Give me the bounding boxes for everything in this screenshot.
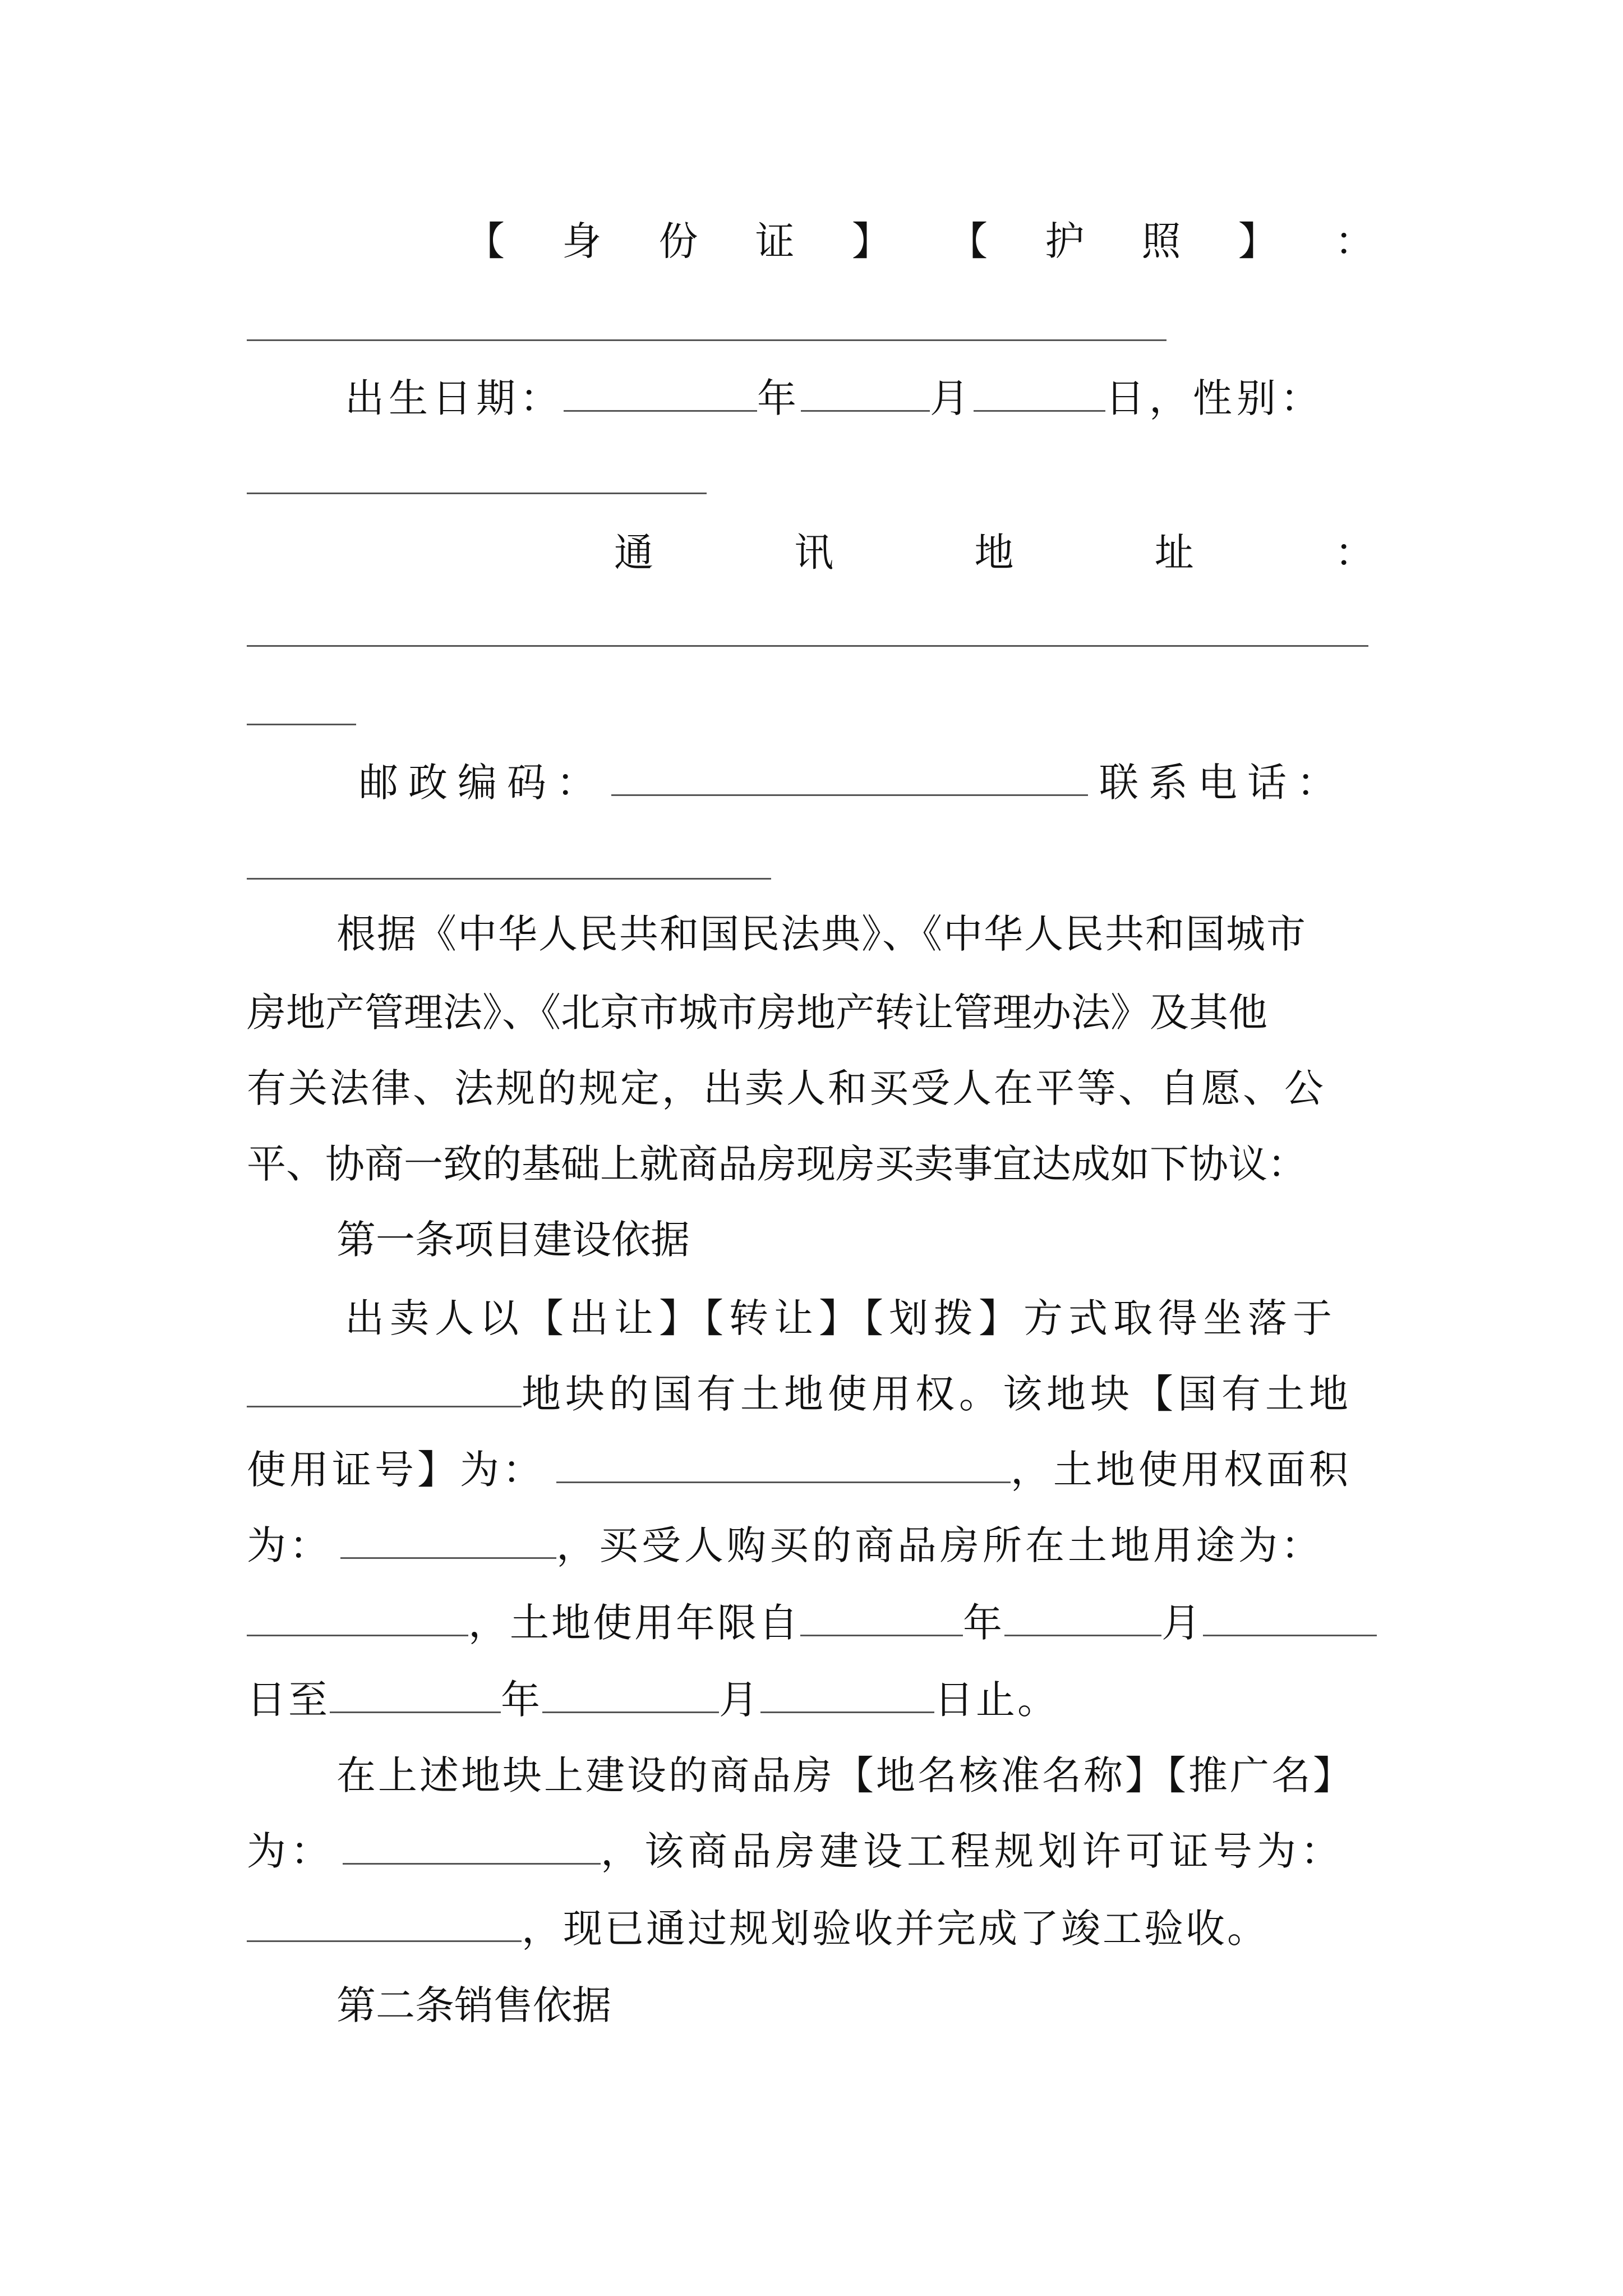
id-char: 份 [658, 218, 698, 264]
address-char: 址 [1154, 530, 1194, 576]
address-blank-1[interactable] [247, 645, 1368, 647]
id-number-blank[interactable] [247, 339, 1166, 341]
land-line-5 [247, 1598, 1391, 1648]
land-location-blank[interactable] [247, 1372, 522, 1407]
address-char: 讯 [794, 530, 834, 576]
land-line-6-month: 月 [719, 1677, 760, 1723]
id-char: 【 [948, 218, 988, 264]
land-line-4-head: 为： [247, 1522, 332, 1568]
id-char: 【 [465, 218, 505, 264]
postal-label: 邮政编码： [359, 760, 606, 806]
land-line-6-tail: 日止。 [934, 1677, 1059, 1723]
land-area-blank[interactable] [340, 1524, 556, 1559]
land-start-year-blank[interactable] [800, 1601, 963, 1636]
land-line-1: 出卖人以【出让】【转让】【划拨】方式取得坐落于 [345, 1295, 1338, 1341]
land-line-6 [247, 1674, 1391, 1725]
birth-label: 出生日期： [345, 375, 564, 421]
id-char: 身 [562, 218, 602, 264]
article1-title: 第一条项目建设依据 [336, 1217, 690, 1263]
birth-day-blank[interactable] [974, 376, 1105, 412]
land-use-blank[interactable] [247, 1601, 468, 1636]
building-line-3-tail: ，现已通过规划验收并完成了竣工验收。 [522, 1906, 1269, 1952]
address-char: 地 [974, 530, 1014, 576]
land-start-month-blank[interactable] [1004, 1601, 1161, 1636]
address-char: ： [1335, 530, 1374, 576]
land-cert-number-blank[interactable] [556, 1448, 1011, 1483]
id-char: 】 [1238, 218, 1278, 264]
article2-title: 第二条销售依据 [336, 1982, 611, 2028]
id-type-line [465, 216, 1374, 266]
gender-blank[interactable] [247, 493, 707, 494]
land-line-3 [247, 1444, 1391, 1495]
land-line-5-year: 年 [963, 1600, 1004, 1646]
phone-label: 联系电话： [1099, 760, 1346, 806]
year-label: 年 [757, 375, 801, 421]
id-char: 照 [1141, 218, 1181, 264]
planning-permit-blank[interactable] [247, 1907, 522, 1942]
id-char: 】 [851, 218, 891, 264]
postal-code-blank[interactable] [611, 761, 1088, 796]
birth-gender-line [345, 373, 1377, 424]
intro-line-3: 有关法律、法规的规定，出卖人和买受人在平等、自愿、公 [247, 1065, 1326, 1111]
land-end-month-blank[interactable] [542, 1678, 719, 1713]
building-line-1: 在上述地块上建设的商品房【地名核准名称】【推广名】 [336, 1752, 1354, 1798]
address-line [614, 527, 1374, 578]
building-line-2-tail: ，该商品房建设工程规划许可证号为： [601, 1828, 1344, 1874]
land-line-5-month: 月 [1161, 1600, 1203, 1646]
land-line-6-head: 日至 [247, 1677, 330, 1723]
building-line-2 [247, 1826, 1391, 1876]
birth-month-blank[interactable] [801, 376, 930, 412]
birth-year-blank[interactable] [564, 376, 757, 412]
land-line-3-head: 使用证号】为： [247, 1447, 545, 1493]
postal-phone-line [359, 757, 1380, 808]
land-start-day-blank[interactable] [1203, 1601, 1377, 1636]
day-gender-label: 日，性别： [1105, 375, 1324, 421]
land-line-4 [247, 1520, 1391, 1571]
building-name-blank[interactable] [343, 1829, 601, 1865]
land-end-day-blank[interactable] [760, 1678, 934, 1713]
id-char: 证 [755, 218, 795, 264]
month-label: 月 [930, 375, 974, 421]
land-end-year-blank[interactable] [330, 1678, 501, 1713]
land-line-2 [247, 1369, 1391, 1419]
id-char: ： [1334, 218, 1374, 264]
land-line-3-tail: ，土地使用权面积 [1011, 1447, 1352, 1493]
land-line-4-tail: ，买受人购买的商品房所在土地用途为： [556, 1522, 1324, 1568]
intro-line-4: 平、协商一致的基础上就商品房现房买卖事宜达成如下协议： [247, 1141, 1307, 1187]
address-char: 通 [614, 530, 653, 576]
land-line-6-year: 年 [501, 1677, 542, 1723]
land-line-2-text: 地块的国有土地使用权。该地块【国有土地 [522, 1371, 1353, 1417]
id-char: 护 [1045, 218, 1085, 264]
land-line-5-mid: ，土地使用年限自 [468, 1600, 800, 1646]
building-line-3 [247, 1903, 1391, 1954]
intro-line-2: 房地产管理法》、《北京市城市房地产转让管理办法》及其他 [247, 990, 1267, 1036]
building-line-2-head: 为： [247, 1828, 334, 1874]
address-blank-2[interactable] [247, 724, 356, 725]
phone-blank[interactable] [247, 878, 771, 880]
intro-line-1: 根据《中华人民共和国民法典》、《中华人民共和国城市 [336, 911, 1307, 957]
